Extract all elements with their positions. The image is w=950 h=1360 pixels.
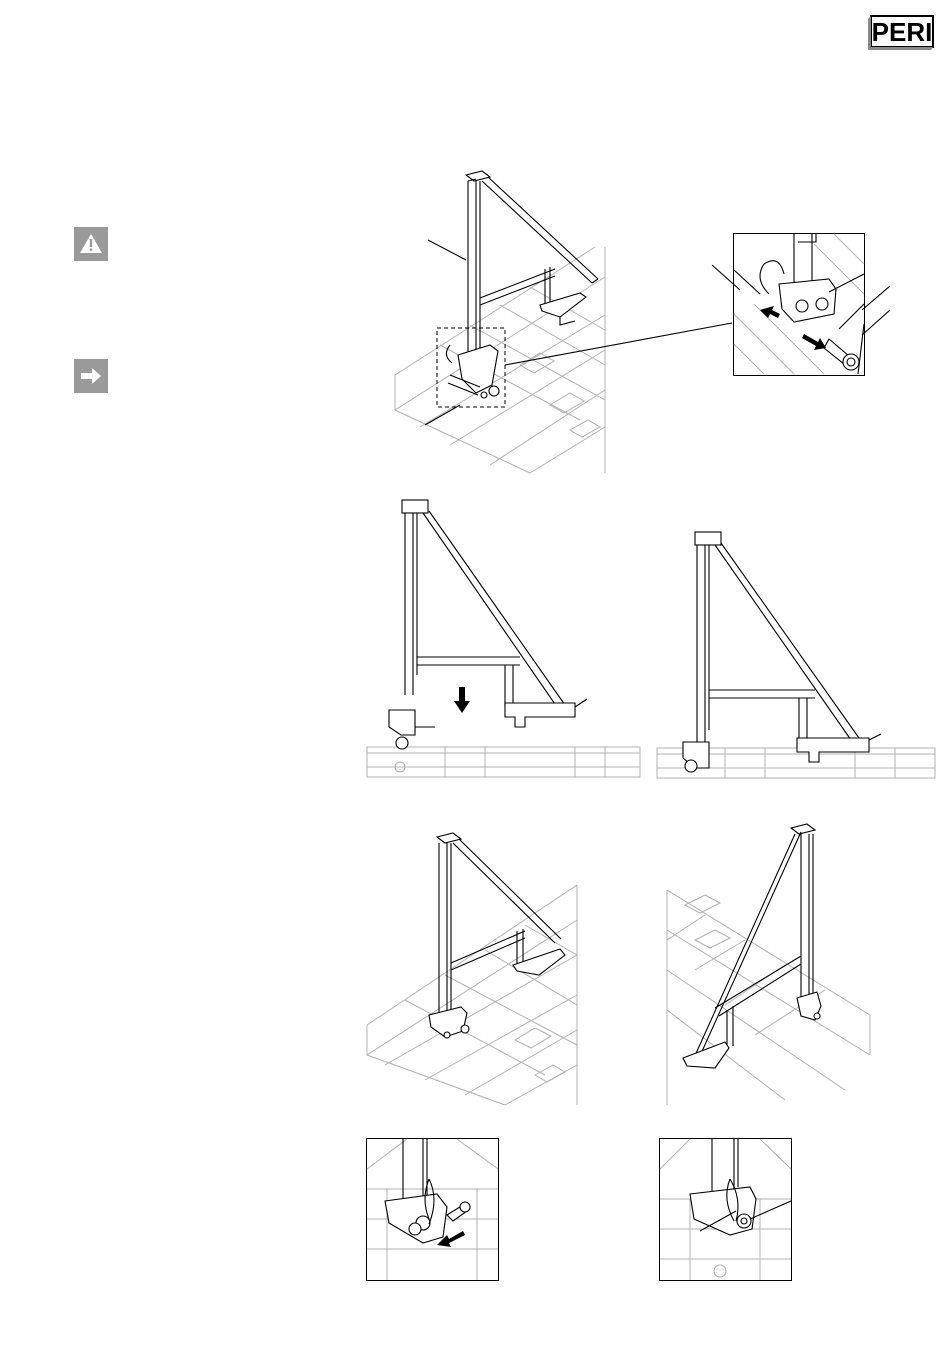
platform-iso-right	[667, 890, 870, 1105]
peri-logo-graphic	[867, 14, 935, 50]
bracket-side-seated	[683, 532, 881, 772]
bracket-iso-right	[683, 824, 821, 1068]
bracket-frame	[425, 171, 732, 425]
peri-logo	[867, 14, 935, 50]
figure-bracket-attach-overview	[380, 165, 630, 480]
bracket-iso-left	[429, 833, 565, 1038]
detail-pin-release	[733, 233, 865, 376]
platform-background	[395, 247, 605, 473]
figure-side-view-seated	[655, 530, 940, 780]
warning-triangle-icon	[74, 227, 108, 261]
detail-pin-secured	[659, 1138, 792, 1281]
arrow-right-icon	[74, 359, 108, 393]
callout-leader-right	[862, 280, 892, 340]
bracket-side	[389, 500, 587, 749]
figure-side-view-lowering	[365, 495, 645, 780]
figure-iso-left	[365, 825, 585, 1110]
platform-iso-left	[367, 885, 577, 1105]
figure-iso-right	[665, 820, 875, 1105]
callout-leader-left	[700, 260, 740, 300]
detail-pin-insert	[366, 1138, 499, 1281]
peri-logo-text: PERI	[871, 17, 933, 47]
deck-beam	[367, 747, 640, 777]
